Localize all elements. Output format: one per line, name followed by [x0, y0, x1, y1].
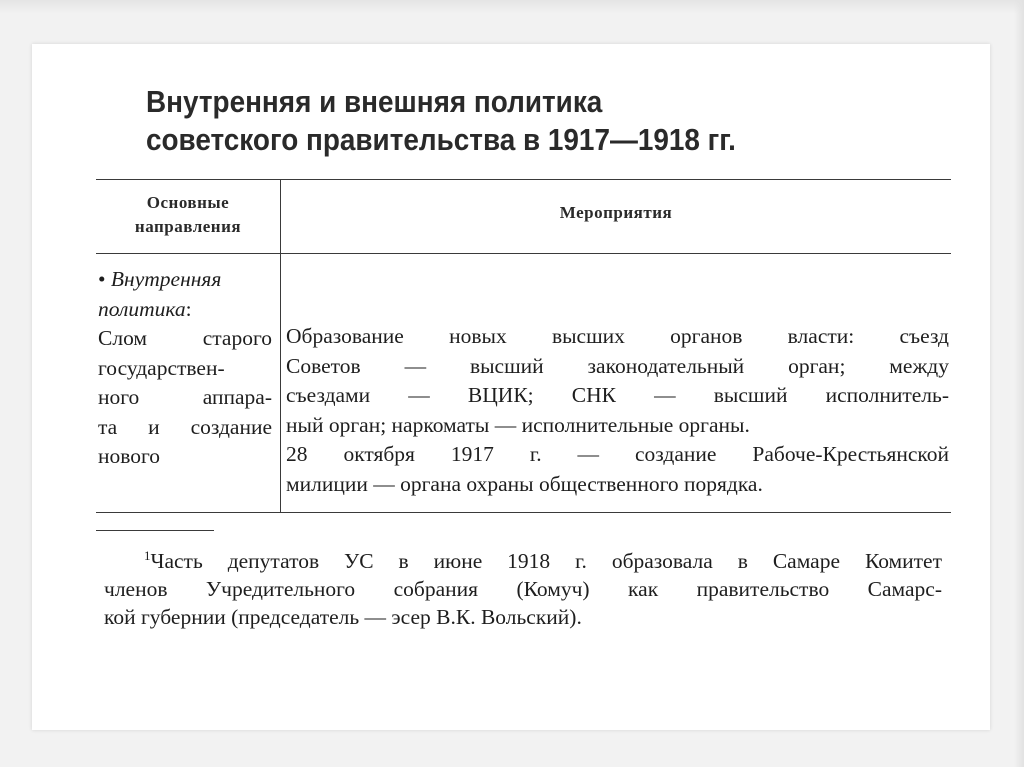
- title-line-2: советского правительства в 1917—1918 гг.: [146, 122, 736, 157]
- direction-heading-italic-2: политика: [98, 296, 186, 321]
- direction-text-line: государствен-: [98, 355, 225, 380]
- direction-heading-italic-1: Внутренняя: [110, 267, 222, 291]
- footnote: [104, 542, 942, 631]
- page-title: [146, 83, 736, 159]
- table-header-rule: [96, 253, 951, 254]
- table-bottom-rule: [96, 512, 951, 513]
- table-top-rule: [96, 179, 951, 180]
- direction-text-line: Слом старого: [98, 326, 272, 350]
- footnote-separator: [96, 530, 214, 531]
- footnote-line-1: [104, 542, 942, 575]
- direction-cell: [98, 265, 272, 472]
- footnote-line-2: членов Учредительного собрания (Комуч) как правительство Самарс-: [104, 577, 942, 601]
- viewer-top-shadow: [0, 0, 1024, 14]
- title-line-1: Внутренняя и внешняя политика: [146, 84, 603, 119]
- header-directions-line-2: направления: [134, 217, 242, 236]
- direction-text-line: нового: [98, 444, 161, 468]
- measures-text-line: Образование новых высших органов власти: съезд: [286, 324, 949, 348]
- header-measures: Мероприятия: [559, 203, 673, 222]
- direction-heading-line-1: [98, 265, 272, 295]
- table-column-divider: [280, 179, 281, 513]
- measures-text-line: съездами — ВЦИК; СНК — высший исполнитель-: [286, 383, 949, 407]
- footnote-mark: 1: [144, 548, 151, 563]
- direction-text-line: та и создание: [98, 414, 272, 439]
- measures-text-line: Советов — высший законодательный орган; между: [286, 353, 949, 378]
- footnote-line-1-text: Часть депутатов УС в июне 1918 г. образовала в Самаре Комитет: [150, 549, 942, 573]
- bullet-icon: •: [98, 267, 106, 291]
- direction-text-line: ного аппара-: [98, 385, 272, 409]
- viewer-right-shadow: [1014, 0, 1024, 767]
- measures-text-line: милиции — органа охраны общественного порядка.: [286, 471, 763, 496]
- header-directions-line-1: Основные: [146, 193, 230, 212]
- measures-text-line: ный орган; наркоматы — исполнительные органы.: [286, 412, 750, 437]
- direction-heading-colon: :: [185, 296, 192, 321]
- measures-text-line: 28 октября 1917 г. — создание Рабоче-Крестьянской: [286, 442, 949, 466]
- header-directions: [96, 191, 280, 239]
- policy-table: [96, 179, 951, 513]
- footnote-line-3: кой губернии (председатель — эсер В.К. Вольский).: [104, 605, 582, 629]
- direction-heading-line-2: [98, 295, 272, 325]
- measures-cell: [286, 322, 949, 499]
